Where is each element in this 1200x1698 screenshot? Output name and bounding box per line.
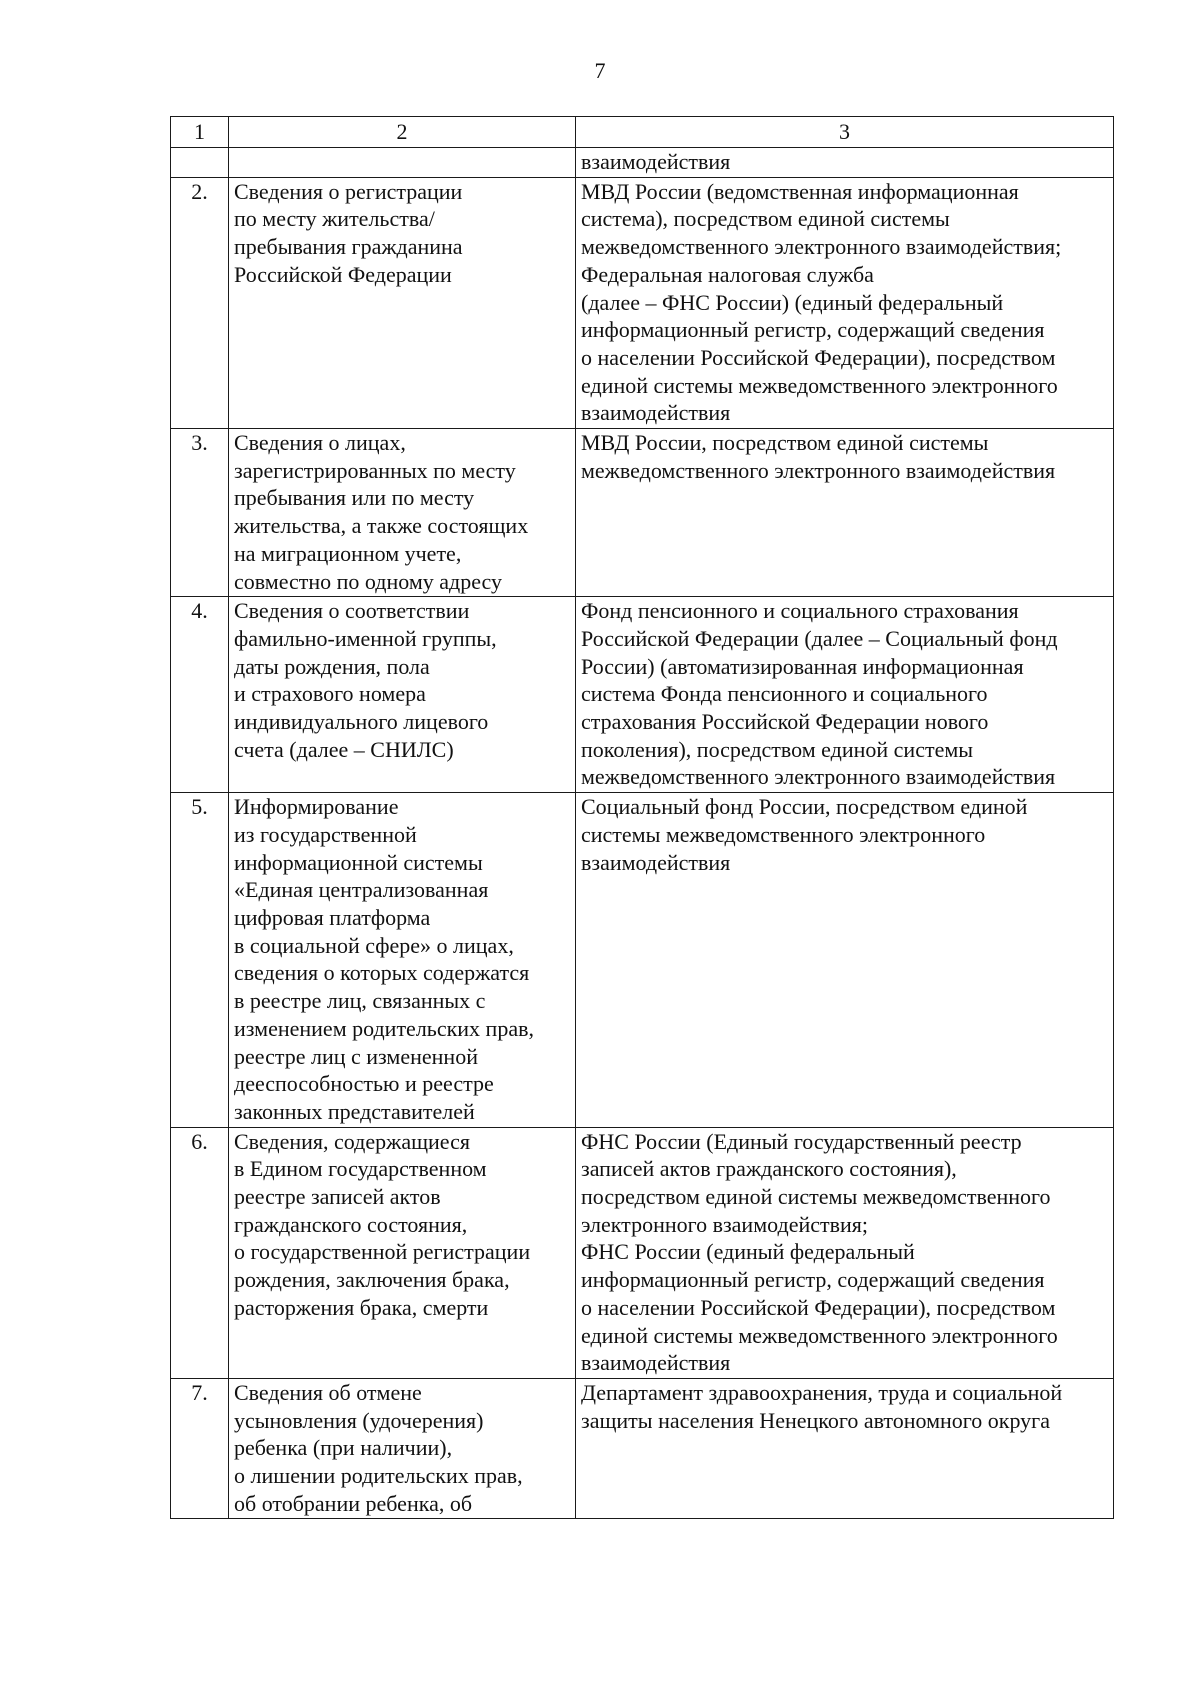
row-number: 7. <box>171 1378 229 1519</box>
info-description: Сведения, содержащиеся в Едином государственном реестре записей актов гражданского состояния, о государственной регистрации рождения, заключения брака, расторжения брака, смерти <box>229 1127 576 1378</box>
info-description: Информирование из государственной информационной системы «Единая централизованная цифровая платформа в социальной сфере» о лицах, сведения о которых содержатся в реестре лиц, связанных с изменением родительских прав, реестре лиц с измененной дееспособностью и реестре законных представителей <box>229 793 576 1127</box>
header-cell-2: 2 <box>229 117 576 148</box>
page-number: 7 <box>594 58 606 83</box>
info-description <box>229 148 576 178</box>
info-description: Сведения о лицах, зарегистрированных по месту пребывания или по месту жительства, а также состоящих на миграционном учете, совместно по одному адресу <box>229 429 576 597</box>
table-row <box>171 793 1114 1127</box>
info-description: Сведения об отмене усыновления (удочерения) ребенка (при наличии), о лишении родительских прав, об отобрании ребенка, об <box>229 1378 576 1519</box>
info-source: Фонд пенсионного и социального страхования Российской Федерации (далее – Социальный фонд России) (автоматизированная информационная система Фонда пенсионного и социального страхования Российской Федерации нового поколения), посредством единой системы межведомственного электронного взаимодействия <box>576 597 1114 793</box>
table-header-row <box>171 117 1114 148</box>
row-number <box>171 148 229 178</box>
info-description: Сведения о регистрации по месту жительства/ пребывания гражданина Российской Федерации <box>229 177 576 428</box>
row-number: 4. <box>171 597 229 793</box>
info-source: Департамент здравоохранения, труда и социальной защиты населения Ненецкого автономного округа <box>576 1378 1114 1519</box>
row-number: 3. <box>171 429 229 597</box>
table-row <box>171 1127 1114 1378</box>
table-row-continuation <box>171 148 1114 178</box>
header-cell-1: 1 <box>171 117 229 148</box>
row-number: 6. <box>171 1127 229 1378</box>
table-row <box>171 429 1114 597</box>
row-number: 5. <box>171 793 229 1127</box>
info-sources-table <box>170 116 1114 1519</box>
header-cell-3: 3 <box>576 117 1114 148</box>
info-source: ФНС России (Единый государственный реестр записей актов гражданского состояния), посредством единой системы межведомственного электронного взаимодействия; ФНС России (единый федеральный информационный регистр, содержащий сведения о населении Российской Федерации), посредством единой системы межведомственного электронного взаимодействия <box>576 1127 1114 1378</box>
table-row <box>171 1378 1114 1519</box>
row-number: 2. <box>171 177 229 428</box>
table-row <box>171 597 1114 793</box>
table-row <box>171 177 1114 428</box>
info-source: взаимодействия <box>576 148 1114 178</box>
info-source: МВД России (ведомственная информационная система), посредством единой системы межведомственного электронного взаимодействия; Федеральная налоговая служба (далее – ФНС России) (единый федеральный информационный регистр, содержащий сведения о населении Российской Федерации), посредством единой системы межведомственного электронного взаимодействия <box>576 177 1114 428</box>
info-source: МВД России, посредством единой системы межведомственного электронного взаимодействия <box>576 429 1114 597</box>
info-source: Социальный фонд России, посредством единой системы межведомственного электронного взаимодействия <box>576 793 1114 1127</box>
info-description: Сведения о соответствии фамильно-именной группы, даты рождения, пола и страхового номера индивидуального лицевого счета (далее – СНИЛС) <box>229 597 576 793</box>
